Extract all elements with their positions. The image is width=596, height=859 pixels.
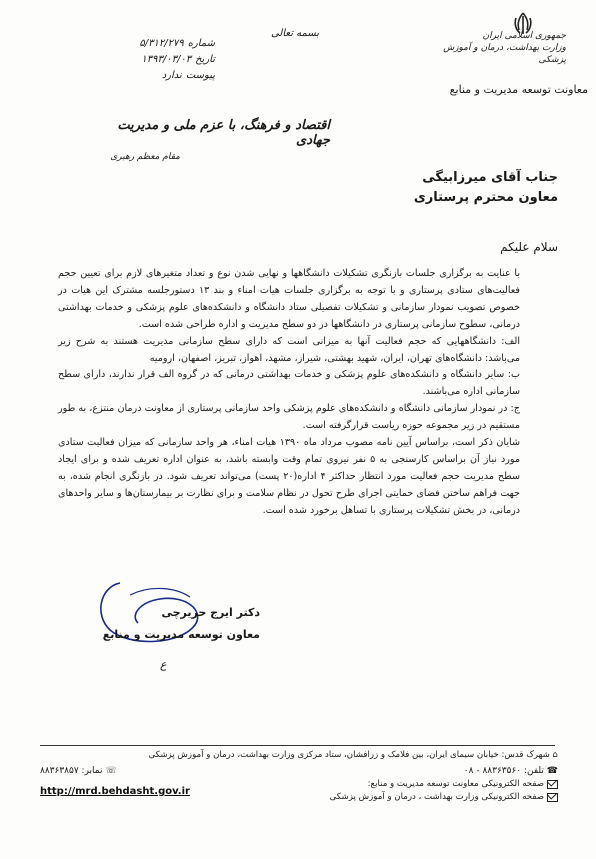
body-paragraph-intro: با عنایت به برگزاری جلسات بازنگری تشکیلات دانشگاهها و نهایی شدن نوع و تعداد متغیرهای لازم برای تعیین حجم فعالیت‌های ستادی پرستاری و با توجه به برگزاری جلسات هیات امناء و بند ۱۳ دستورجلسه مشترک این هیات در خصوص تصویب نمودار سازمانی و تشکیلات تفصیلی ستاد دانشگاه و دانشکده‌های علوم پزشکی و خدمات بهداشتی درمانی، سطوح سازمانی پرستاری در دانشگاهها در دو سطح مدیریت و اداره طراحی شده است.: [58, 268, 520, 330]
footer-link-deputy-label: صفحه الکترونیکی معاونت توسعه مدیریت و منابع:: [367, 779, 544, 789]
ministry-name: جمهوری اسلامی ایران وزارت بهداشت، درمان و آموزش پزشکی: [443, 31, 566, 65]
body-paragraph-c: ج: در نمودار سازمانی دانشگاه و دانشکده‌های علوم پزشکی واحد سازمانی پرستاری از معاونت درمان منتزع، به طور مستقیم در زیر مجموعه حوزه ریاست قرارگرفته است.: [58, 403, 520, 432]
website-link[interactable]: http://mrd.behdasht.gov.ir: [40, 786, 190, 797]
addressee-title: معاون محترم پرستاری: [413, 190, 558, 205]
body-paragraph-b: ب: سایر دانشگاه و دانشکده‌های علوم پزشکی و خدمات بهداشتی درمانی که در گروه الف قرار ندارند، دارای سطح سازمانی اداره می‌باشند.: [58, 369, 520, 398]
date-value: ۱۳۹۳/۰۳/۰۳: [141, 54, 192, 65]
letter-body: [58, 266, 520, 520]
attachment-label: پیوست: [185, 70, 215, 81]
location-icon: ⌂: [552, 750, 558, 760]
addressee-name: جناب آقای میرزابیگی: [422, 170, 558, 185]
fax-label: نمابر:: [81, 766, 103, 776]
footer-address-text: شهرک قدس: خیابان سیمای ایران، بین فلامک و زرافشان، ستاد مرکزی وزارت بهداشت، درمان و آموزش پزشکی: [148, 750, 550, 760]
footer-link-ministry[interactable]: [258, 791, 558, 804]
phone-value: ۸۸۳۶۳۵۶۰ - ۰۸: [463, 766, 522, 776]
fax-value: ۸۸۳۶۳۸۵۷: [40, 766, 79, 776]
footer-fax: [40, 764, 117, 778]
envelope-icon: [547, 780, 558, 789]
body-paragraph-a: الف: دانشگاههایی که حجم فعالیت آنها به میزانی است که دارای سطح سازمانی مدیریت هستند به شرح زیر می‌باشد: دانشگاه‌های تهران، ایران، شهید بهشتی، شیراز، مشهد، اهواز، تبریز، اصفهان، ارومیه: [58, 335, 520, 364]
footer-link-ministry-label: صفحه الکترونیکی وزارت بهداشت ، درمان و آموزش پزشکی: [329, 792, 544, 802]
bismillah-heading: بسمه تعالی: [270, 28, 320, 39]
greeting: سلام علیکم: [500, 240, 558, 254]
meta-attachment-row: [55, 68, 215, 84]
footer-links: [258, 778, 558, 804]
body-paragraph-note: شایان ذکر است، براساس آیین نامه مصوب مرداد ماه ۱۳۹۰ هیات امناء، هر واحد سازمانی که میزان فعالیت ستادی مورد نیاز آن براساس کارسنجی به ۵ نفر نیروی تمام وقت وابسته باشد، به عنوان اداره تعریف شده و برای ایجاد سطح مدیریت حجم فعالیت مورد انتظار حداکثر ۴ اداره(۲۰ پست) می‌تواند تعریف شود. در بازنگری انجام شده، به جهت فراهم ساختن فضای حمایتی اجرای طرح تحول در نظام سلامت و برای نظارت بر بیمارستان‌ها و سایر واحدهای درمانی، در بخش تشکیلات پرستاری با تساهل برخورد شده است.: [58, 437, 520, 516]
year-motto: اقتصاد و فرهنگ، با عزم ملی و مدیریت جهادی: [117, 118, 330, 148]
number-label: شماره: [187, 38, 215, 49]
footer-phones: [40, 764, 558, 778]
signer-title: معاون توسعه مدیریت و منابع: [102, 628, 260, 641]
attachment-value: ندارد: [161, 70, 182, 81]
envelope-icon: [547, 793, 558, 802]
footer-link-deputy[interactable]: [258, 778, 558, 791]
phone-icon: ☎: [546, 766, 558, 776]
signer-name: دکتر ایرج حریرچی: [161, 606, 260, 619]
footer-phone: [464, 764, 558, 778]
motto-attribution: مقام معظم رهبری: [110, 152, 180, 162]
meta-date-row: [55, 52, 215, 68]
footer-divider: [40, 745, 555, 746]
date-label: تاریخ: [195, 54, 215, 65]
phone-label: تلفن:: [523, 766, 544, 776]
meta-number-row: [55, 36, 215, 52]
fax-icon: ☏: [105, 766, 117, 776]
typist-initials: ع: [160, 658, 167, 671]
letter-meta: [55, 36, 215, 84]
number-value: ۵/۳۱۲/۲۷۹: [139, 38, 184, 49]
deputy-unit-name: معاونت توسعه مدیریت و منابع: [449, 83, 588, 96]
footer-address: [38, 748, 558, 762]
